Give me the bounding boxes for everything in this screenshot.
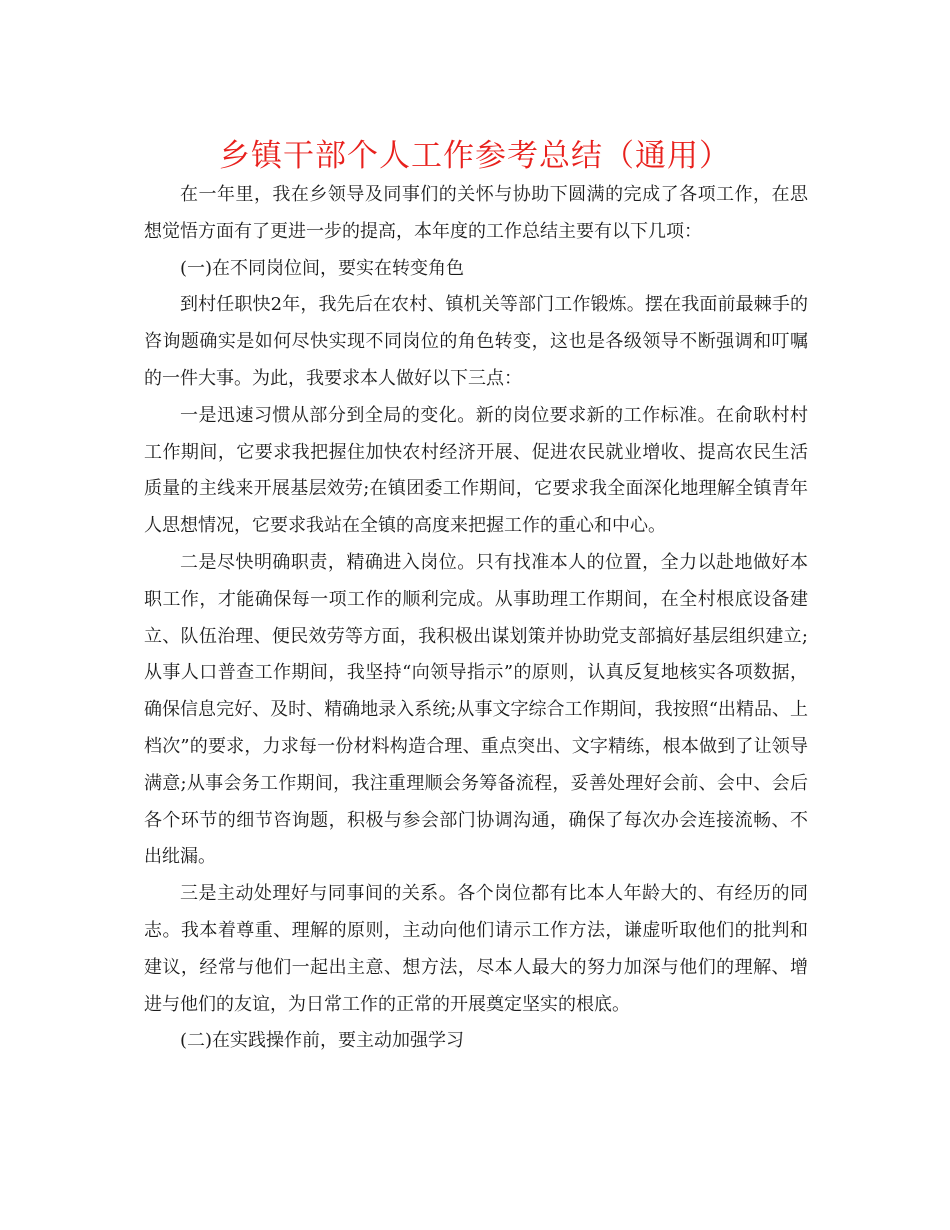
section-heading-2: (二)在实践操作前，要主动加强学习 [180,1030,465,1052]
paragraph: 二是尽快明确职责，精确进入岗位。只有找准本人的位置，全力以赴地做好本职工作，才能确保每一项工作的顺利完成。从事助理工作期间，在全村根底设备建立、队伍治理、便民效劳等方面，我积极出谋划策并协助党支部搞好基层组织建立;从事人口普查工作期间，我坚持“向领导指示”的原则，认真反复地核实各项数据，确保信息完好、及时、精确地录入系统;从事文字综合工作期间，我按照“出精品、上档次”的要求，力求每一份材料构造合理、重点突出、文字精练，根本做到了让领导满意;从事会务工作期间，我注重理顺会务筹备流程，妥善处理好会前、会中、会后各个环节的细节咨询题，积极与参会部门协调沟通，确保了每次办会连接流畅、不出纰漏。 [144,551,808,868]
paragraph-intro: 在一年里，我在乡领导及同事们的关怀与协助下圆满的完成了各项工作，在思想觉悟方面有了更进一步的提高，本年度的工作总结主要有以下几项： [144,184,808,242]
paragraph: 一是迅速习惯从部分到全局的变化。新的岗位要求新的工作标准。在俞耿村村工作期间，它要求我把握住加快农村经济开展、促进农民就业增收、提高农民生活质量的主线来开展基层效劳;在镇团委工作期间，它要求我全面深化地理解全镇青年人思想情况，它要求我站在全镇的高度来把握工作的重心和中心。 [144,404,808,537]
section-heading-1: (一)在不同岗位间，要实在转变角色 [180,257,465,279]
paragraph: 到村任职快2年，我先后在农村、镇机关等部门工作锻炼。摆在我面前最棘手的咨询题确实是如何尽快实现不同岗位的角色转变，这也是各级领导不断强调和叮嘱的一件大事。为此，我要求本人做好以下三点： [144,294,808,389]
document-title: 乡镇干部个人工作参考总结（通用） [219,138,731,174]
paragraph: 三是主动处理好与同事间的关系。各个岗位都有比本人年龄大的、有经历的同志。我本着尊重、理解的原则，主动向他们请示工作方法，谦虚听取他们的批判和建议，经常与他们一起出主意、想方法，尽本人最大的努力加深与他们的理解、增进与他们的友谊，为日常工作的正常的开展奠定坚实的根底。 [144,883,808,1015]
document-body [144,177,808,1060]
